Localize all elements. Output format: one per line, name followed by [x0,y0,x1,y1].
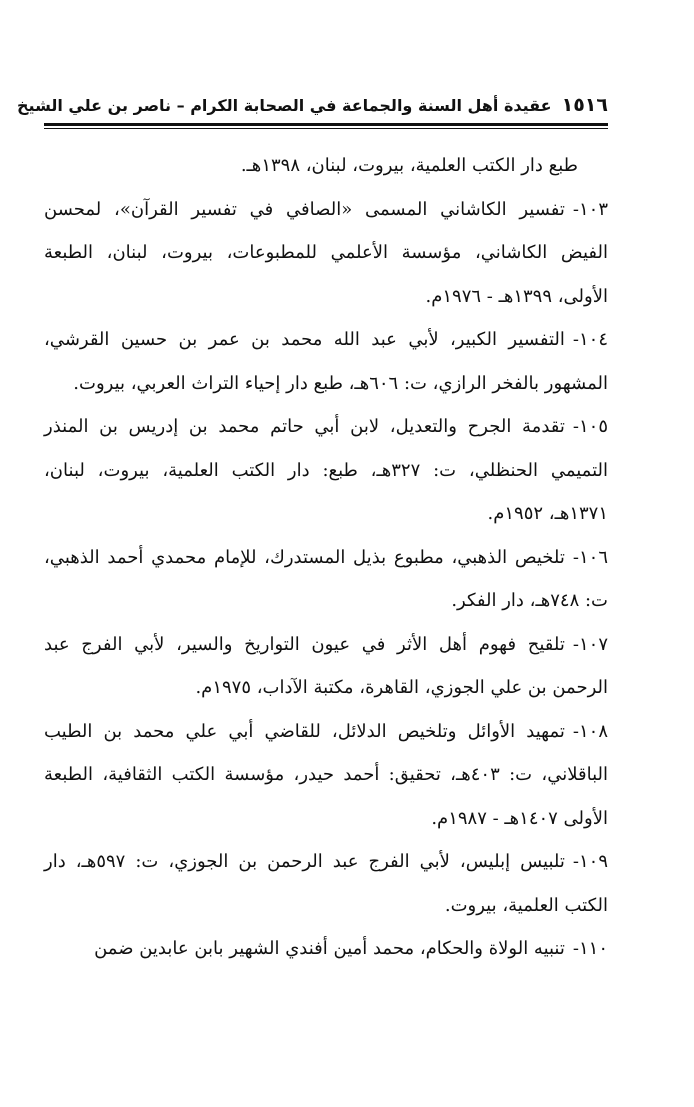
entry-number: ١٠٤- [572,329,608,350]
running-header [17,90,608,120]
entry-text: تفسير الكاشاني المسمى «الصافي في تفسير القرآن»، لمحسن الفيض الكاشاني، مؤسسة الأعلمي للمطبوعات، بيروت، لبنان، الطبعة الأولى، ١٣٩٩هـ - ١٩٧٦م. [44,198,608,307]
entry-text: تلخيص الذهبي، مطبوع بذيل المستدرك، للإمام محمدي أحمد الذهبي، ت: ٧٤٨هـ، دار الفكر. [44,546,608,611]
bibliography-entry-110 [44,927,608,971]
running-header-title: عقيدة أهل السنة والجماعة في الصحابة الكرام – ناصر بن علي الشيخ [17,95,552,115]
entry-text: التفسير الكبير، لأبي عبد الله محمد بن عمر بن حسين القرشي، المشهور بالفخر الرازي، ت: ٦٠٦هـ، طبع دار إحياء التراث العربي، بيروت. [44,329,608,394]
header-rule-thin [44,128,608,129]
entry-number: ١٠٧- [572,633,608,655]
entry-text: تقدمة الجرح والتعديل، لابن أبي حاتم محمد بن إدريس بن المنذر التميمي الحنظلي، ت: ٣٢٧هـ، طبع: دار الكتب العلمية، بيروت، لبنان، ١٣٧١هـ، ١٩٥٢م. [44,416,608,524]
entry-text: تنبيه الولاة والحكام، محمد أمين أفندي الشهير بابن عابدين ضمن [94,938,565,959]
bibliography-entry-108 [44,710,608,841]
bibliography-entry-106 [44,536,608,623]
entry-number: ١٠٩- [572,851,608,872]
page-number: ١٥١٦ [561,94,608,116]
bibliography-list [44,144,608,971]
entry-number: ١٠٨- [572,720,608,742]
bibliography-entry-104 [44,318,608,405]
entry-number: ١١٠- [572,938,608,959]
entry-number: ١٠٥- [572,416,608,437]
entry-number: ١٠٣- [572,198,608,220]
entry-text: تلبيس إبليس، لأبي الفرج عبد الرحمن بن الجوزي، ت: ٥٩٧هـ، دار الكتب العلمية، بيروت. [44,851,608,916]
bibliography-entry-109 [44,840,608,927]
bibliography-entry-105 [44,405,608,536]
entry-text: تلقيح فهوم أهل الأثر في عيون التواريخ والسير، لأبي الفرج عبد الرحمن بن علي الجوزي، القاهرة، مكتبة الآداب، ١٩٧٥م. [44,633,608,698]
entry-number: ١٠٦- [572,546,608,568]
entry-text: تمهيد الأوائل وتلخيص الدلائل، للقاضي أبي علي محمد بن الطيب الباقلاني، ت: ٤٠٣هـ، تحقيق: أحمد حيدر، مؤسسة الكتب الثقافية، الطبعة الأولى ١٤٠٧هـ - ١٩٨٧م. [44,720,608,829]
header-rule-thick [44,123,608,126]
continued-entry: طبع دار الكتب العلمية، بيروت، لبنان، ١٣٩٨هـ. [240,155,578,176]
bibliography-entry-107 [44,623,608,710]
bibliography-entry-103 [44,188,608,319]
